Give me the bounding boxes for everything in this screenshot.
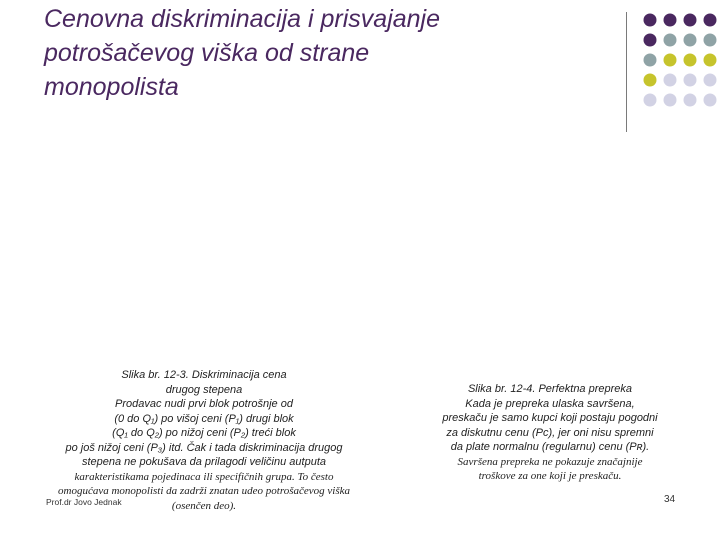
decorative-dot bbox=[664, 54, 677, 67]
figure-caption-12-3 bbox=[24, 368, 384, 513]
caption-12-3-line-5: stepena ne pokušava da prilagodi veličinu autputa bbox=[81, 456, 326, 468]
decorative-dot bbox=[704, 94, 717, 107]
author-footer: Prof.dr Jovo Jednak bbox=[46, 497, 122, 507]
decorative-dot bbox=[664, 14, 677, 27]
title-line-1: Cenovna diskriminacija i prisvajanje bbox=[44, 5, 441, 33]
page-number: 34 bbox=[664, 494, 676, 505]
decorative-dot bbox=[704, 34, 717, 47]
decorative-dot bbox=[704, 74, 717, 87]
caption-12-3-line-7: omogućava monopolisti da zadrži znatan udeo potrošačevog viška bbox=[58, 485, 350, 497]
decorative-dot-grid bbox=[640, 12, 720, 122]
decorative-dot bbox=[704, 14, 717, 27]
decorative-dot bbox=[664, 34, 677, 47]
caption-12-3-line-2: (0 do Q₁) po višoj ceni (P₁) drugi blok bbox=[114, 412, 294, 425]
decorative-dot bbox=[664, 94, 677, 107]
caption-12-3-line-4: po još nižoj ceni (P₃) itd. Čak i tada diskriminacija drugog bbox=[65, 441, 343, 454]
decorative-dot bbox=[644, 54, 657, 67]
caption-12-4-line-5: Savršena prepreka ne pokazuje značajnije bbox=[457, 455, 643, 468]
caption-12-4-line-3: za diskutnu cenu (Pᴄ), jer oni nisu spremni bbox=[446, 426, 654, 439]
decorative-dot bbox=[684, 14, 697, 27]
caption-12-3-line-6: karakteristikama pojedinaca ili specifičnih grupa. To često bbox=[74, 470, 334, 483]
decorative-dot bbox=[644, 94, 657, 107]
decorative-dot bbox=[684, 94, 697, 107]
slide-title bbox=[44, 2, 604, 104]
caption-12-4-line-6: troškove za one koji je preskaču. bbox=[478, 470, 622, 482]
figure-caption-12-4 bbox=[414, 382, 686, 484]
decorative-dot bbox=[644, 14, 657, 27]
caption-12-4-line-1: Kada je prepreka ulaska savršena, bbox=[465, 397, 635, 410]
title-line-2: potrošačevog viška od strane bbox=[44, 39, 370, 67]
decorative-dot bbox=[664, 74, 677, 87]
decorative-dot bbox=[704, 54, 717, 67]
decorative-dot bbox=[684, 34, 697, 47]
caption-12-4-title: Slika br. 12-4. Perfektna prepreka bbox=[467, 383, 633, 395]
decorative-dot bbox=[644, 74, 657, 87]
caption-12-3-line-8: (osenčen deo). bbox=[171, 499, 237, 512]
decorative-dot bbox=[684, 54, 697, 67]
caption-12-3-title-2: drugog stepena bbox=[165, 383, 243, 396]
title-line-3: monopolista bbox=[44, 73, 179, 101]
caption-12-4-line-2: preskaču je samo kupci koji postaju pogodni bbox=[442, 412, 658, 424]
decorative-dot bbox=[684, 74, 697, 87]
caption-12-3-line-1: Prodavac nudi prvi blok potrošnje od bbox=[115, 398, 293, 410]
decorative-dot bbox=[644, 34, 657, 47]
caption-12-3-title-1: Slika br. 12-3. Diskriminacija cena bbox=[121, 369, 287, 381]
caption-12-4-line-4: da plate normalnu (regularnu) cenu (Pʀ). bbox=[450, 441, 650, 453]
decorative-vertical-line bbox=[626, 12, 627, 132]
caption-12-3-line-3: (Q₁ do Q₂) po nižoj ceni (P₂) treći blok bbox=[112, 427, 296, 439]
